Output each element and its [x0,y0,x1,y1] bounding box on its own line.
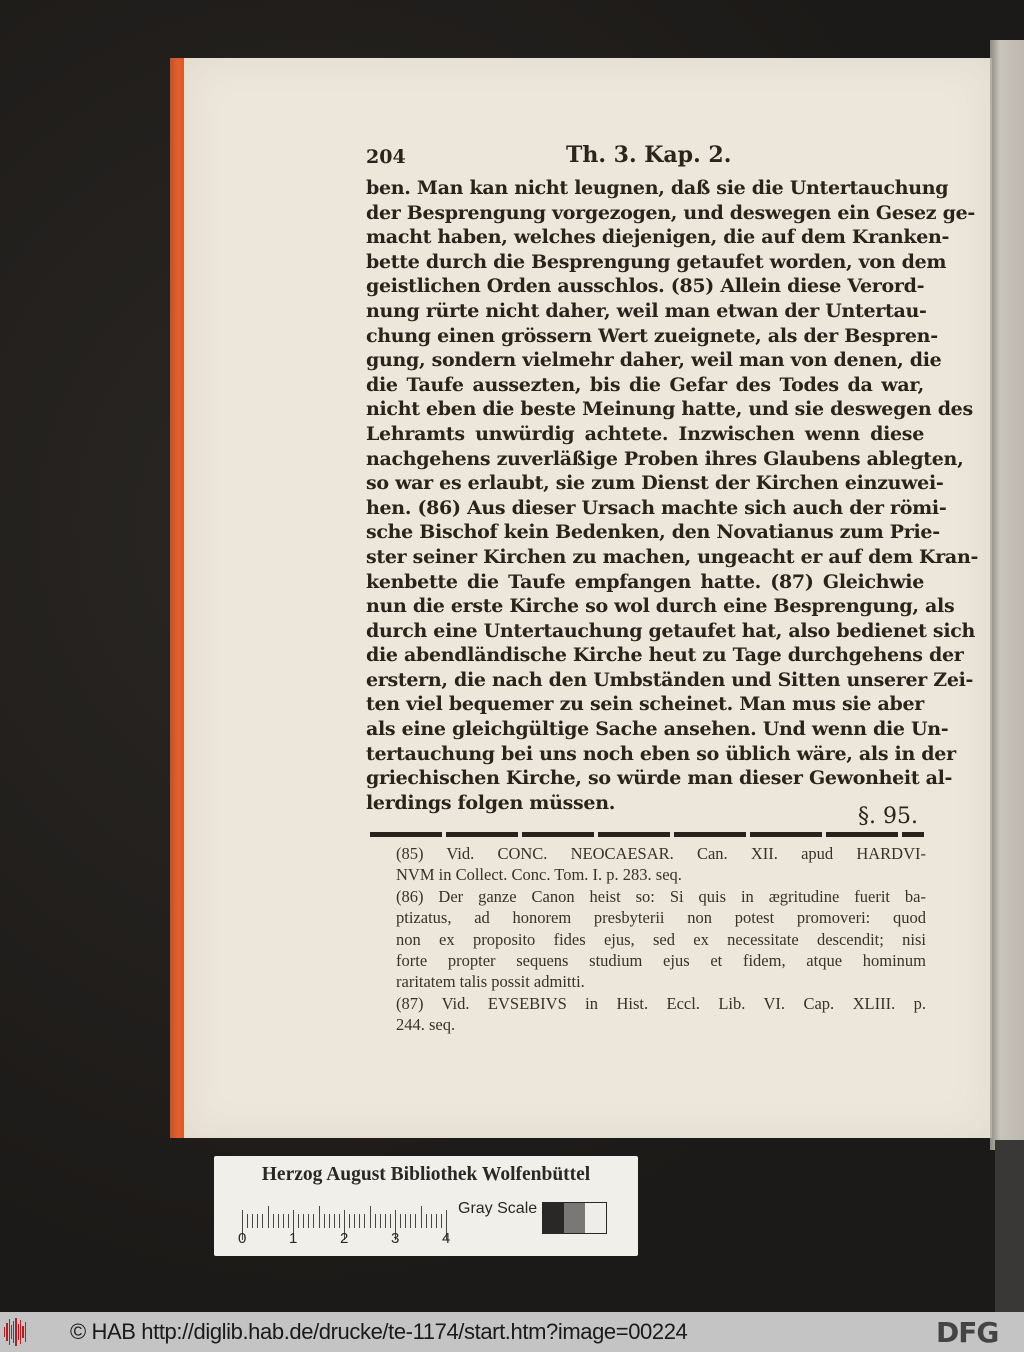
gray-swatch [585,1203,606,1233]
body-line: als eine gleichgültige Sache ansehen. Und wenn die Un- [366,718,949,741]
ruler-tick [364,1214,365,1228]
ruler-tick [426,1214,427,1228]
gray-scale-label: Gray Scale [458,1200,538,1217]
ruler-tick [247,1214,248,1228]
footnote-line: forte propter sequens studium ejus et fidem, atque hominum [396,951,926,971]
body-line: ben. Man kan nicht leugnen, daß sie die Untertauchung [366,177,949,199]
ruler-tick [400,1214,401,1228]
footnote-line: 244. seq. [396,1015,456,1035]
body-line: chung einen grössern Wert zueignete, als der Bespren- [366,324,938,347]
ruler-tick [334,1214,335,1228]
body-line: erstern, die nach den Umbständen und Sitten unserer Zei- [366,668,974,691]
copyright-link[interactable]: © HAB http://diglib.hab.de/drucke/te-1174/start.htm?image=00224 [70,1319,688,1344]
ruler-tick [375,1214,376,1228]
page-gutter [990,58,992,1138]
footnote-line: raritatem talis possit admitti. [396,972,585,992]
ruler-tick [298,1214,299,1228]
body-line: nung rürte nicht daher, weil man etwan der Untertau- [366,299,927,322]
ruler-tick [257,1214,258,1228]
ruler-tick [268,1206,269,1228]
gray-swatch [564,1203,585,1233]
ruler-tick [339,1214,340,1228]
ruler-tick [252,1214,253,1228]
ruler-tick [262,1214,263,1228]
footnote-line: (86) Der ganze Canon heist so: Si quis in ægritudine fuerit ba- [396,886,926,906]
ruler-tick [324,1214,325,1228]
page-number: 204 [366,146,406,168]
body-line: nicht eben die beste Meinung hatte, und sie deswegen des [366,398,973,421]
ruler-number: 2 [340,1230,349,1247]
ruler-tick [421,1206,422,1228]
body-line: die abendländische Kirche heut zu Tage durchgehens der [366,644,964,667]
footer-bar [0,1312,1024,1352]
body-line: gung, sondern vielmehr daher, weil man von denen, die [366,349,942,372]
body-line: kenbette die Taufe empfangen hatte. (87) Gleichwie [366,570,924,593]
body-line: Lehramts unwürdig achtete. Inzwischen wenn diese [366,422,924,445]
ruler-tick [436,1214,437,1228]
ruler-number: 1 [289,1230,298,1247]
body-line: bette durch die Besprengung getaufet worden, von dem [366,250,947,273]
body-line: lerdings folgen müssen. [366,791,616,814]
footnote [396,886,926,993]
color-reference-card [214,1156,638,1256]
footnote-line: (85) Vid. CONC. NEOCAESAR. Can. XII. apud HARDVI- [396,844,926,863]
body-line: griechischen Kirche, so würde man dieser Gewonheit al- [366,767,953,790]
body-line: ten viel bequemer zu sein scheinet. Man mus sie aber [366,693,924,716]
running-head: Th. 3. Kap. 2. [566,142,732,168]
footnote [396,993,926,1036]
library-name: Herzog August Bibliothek Wolfenbüttel [261,1164,591,1185]
ruler-tick [313,1214,314,1228]
body-line: tertauchung bei uns noch eben so üblich wäre, als in der [366,742,956,765]
ruler-numbers [238,1230,478,1250]
body-line: die Taufe aussezten, bis die Gefar des Todes da war, [366,373,924,396]
ruler-number: 4 [442,1230,451,1247]
body-line: durch eine Untertauchung getaufet hat, also bedienet sich [366,619,976,642]
scan-background-right [995,1140,1024,1320]
ruler-tick [303,1214,304,1228]
body-line: macht haben, welches diejenigen, die auf dem Kranken- [366,226,950,249]
body-line: der Besprengung vorgezogen, und deswegen ein Gesez ge- [366,201,975,224]
footnote-line: ptizatus, ad honorem presbyterii non potest promoveri: quod [396,908,926,928]
footnote-rule [370,832,924,837]
page-header [366,140,926,172]
ruler-tick [359,1214,360,1228]
ruler-tick [441,1214,442,1228]
body-line: nun die erste Kirche so wol durch eine Besprengung, als [366,595,955,618]
ruler-tick [308,1214,309,1228]
dfg-logo-icon: DFG [936,1316,999,1349]
facing-page-edge [990,40,1024,1150]
ruler-number: 3 [391,1230,400,1247]
ruler-tick [319,1206,320,1228]
ruler-tick [385,1214,386,1228]
footnote-line: NVM in Collect. Conc. Tom. I. p. 283. seq. [396,865,682,885]
body-text [366,176,979,815]
ruler-tick [410,1214,411,1228]
body-line: sche Bischof kein Bedenken, den Novatianus zum Prie- [366,521,940,544]
hab-logo-icon [4,1318,26,1346]
gray-swatch [543,1203,564,1233]
ruler-tick [431,1214,432,1228]
ruler-tick [273,1214,274,1228]
ruler-tick [405,1214,406,1228]
ruler-tick [278,1214,279,1228]
ruler-tick [283,1214,284,1228]
ruler-tick [415,1214,416,1228]
ruler-tick [370,1206,371,1228]
gray-scale-swatches [542,1202,607,1234]
ruler-tick [329,1214,330,1228]
ruler-tick [349,1214,350,1228]
footnotes [396,843,926,1036]
footnote-line: non ex proposito fides ejus, sed ex necessitate descendit; nisi [396,929,926,949]
body-line: hen. (86) Aus dieser Ursach machte sich auch der römi- [366,496,947,519]
body-line: ster seiner Kirchen zu machen, ungeacht er auf dem Kran- [366,545,979,568]
ruler-tick [380,1214,381,1228]
ruler-tick [354,1214,355,1228]
ruler-tick [288,1214,289,1228]
ruler-tick [390,1214,391,1228]
body-line: so war es erlaubt, sie zum Dienst der Kirchen einzuwei- [366,472,944,495]
ruler-number: 0 [238,1230,247,1247]
footnote-line: (87) Vid. EVSEBIVS in Hist. Eccl. Lib. VI. Cap. XLIII. p. [396,993,926,1013]
body-line: geistlichen Orden ausschlos. (85) Allein diese Verord- [366,275,925,298]
body-line: nachgehens zuverläßige Proben ihres Glaubens ablegten, [366,447,964,470]
section-mark: §. 95. [858,804,918,829]
footnote [396,843,926,886]
